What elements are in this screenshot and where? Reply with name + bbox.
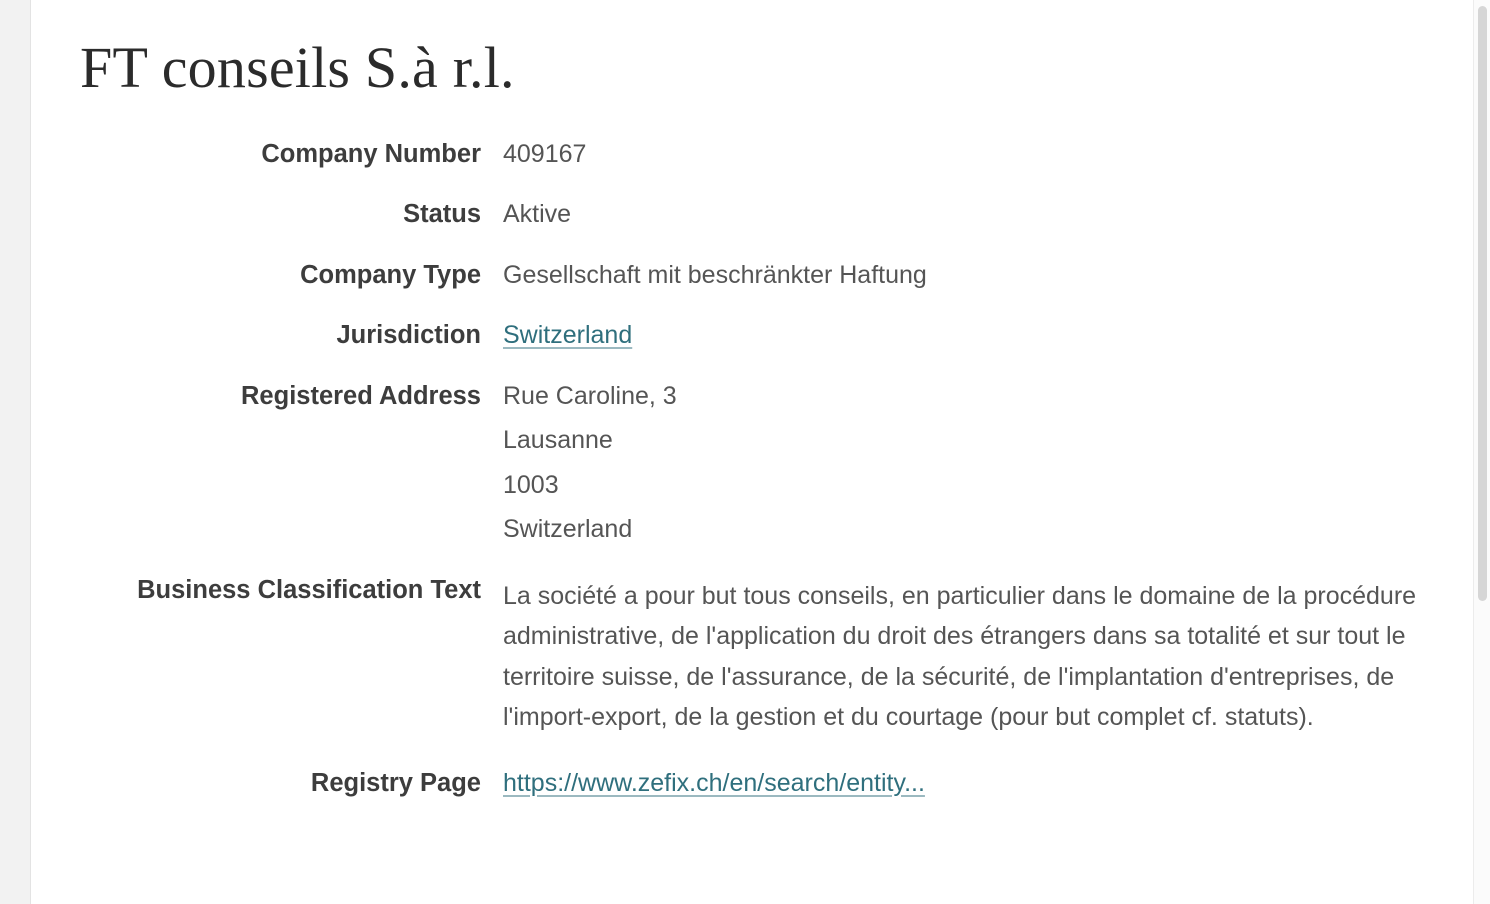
table-row [31,382,1438,576]
page-left-gutter [0,0,31,904]
company-attributes-table [31,140,1438,830]
address-line: Switzerland [503,515,633,544]
label-registered-address: Registered Address [241,381,481,410]
label-company-number: Company Number [261,139,481,168]
vertical-scrollbar[interactable] [1473,0,1490,904]
label-status: Status [403,200,481,229]
table-row [31,576,1438,769]
address-line: Rue Caroline, 3 [503,381,677,410]
registry-page-link[interactable]: https://www.zefix.ch/en/search/entity... [503,768,925,797]
label-company-type: Company Type [300,260,481,289]
label-business-classification-text: Business Classification Text [137,575,481,604]
company-detail-page [31,0,1473,904]
value-registry-page [503,769,1438,830]
table-row [31,200,1438,261]
label-registry-page: Registry Page [310,768,481,797]
page-title: FT conseils S.à r.l. [80,35,515,100]
jurisdiction-link[interactable]: Switzerland [503,321,633,350]
value-status: Aktive [503,200,572,229]
table-row [31,321,1438,382]
table-row [31,261,1438,322]
value-jurisdiction [503,321,1438,382]
table-row [31,769,1438,830]
address-line: 1003 [503,470,559,499]
vertical-scrollbar-thumb[interactable] [1478,6,1487,601]
table-row [31,140,1438,201]
value-company-number: 409167 [503,139,587,168]
value-registered-address [503,382,1438,576]
label-jurisdiction: Jurisdiction [336,321,481,350]
address-line: Lausanne [503,426,613,455]
value-company-type: Gesellschaft mit beschränkter Haftung [503,260,927,289]
value-business-classification-text: La société a pour but tous conseils, en particulier dans le domaine de la procédure administrative, de l'application du droit des étrangers dans sa totalité et sur tout le territoire suisse, de l'assurance, de la sécurité, de l'implantation d'entreprises, de l'import-export, de la gestion et du courtage (pour but complet cf. statuts). [503,581,1417,732]
